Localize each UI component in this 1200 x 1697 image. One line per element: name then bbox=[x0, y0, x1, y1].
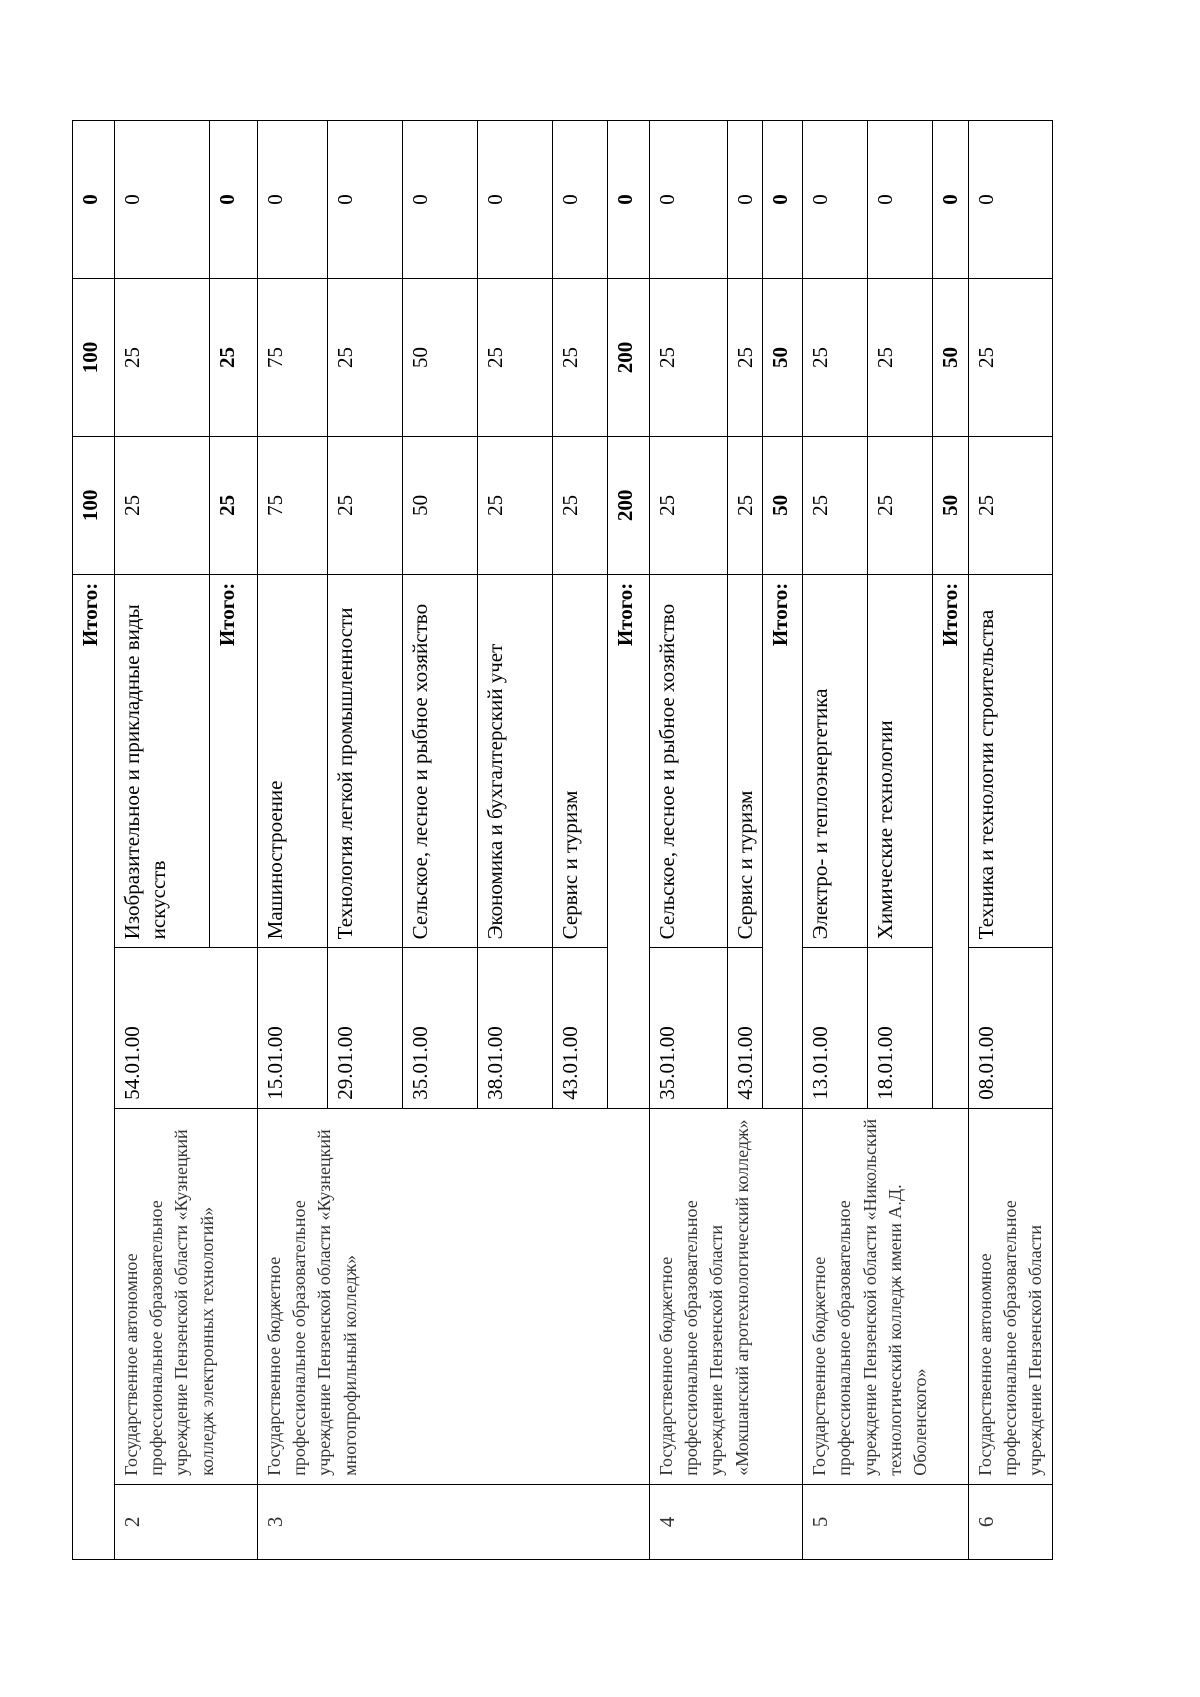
value-1: 25 bbox=[650, 436, 728, 574]
total-value-3: 0 bbox=[73, 121, 115, 279]
specialty-name: Машиностроение bbox=[258, 574, 328, 948]
specialty-code: 13.01.00 bbox=[803, 948, 868, 1108]
specialty-name: Технология легкой промышленности bbox=[328, 574, 403, 948]
total-value-3: 0 bbox=[608, 121, 650, 279]
value-1: 25 bbox=[728, 436, 763, 574]
value-3: 0 bbox=[968, 121, 1053, 279]
specialty-name: Изобразительное и прикладные виды искусств bbox=[115, 574, 210, 948]
value-2: 25 bbox=[868, 278, 933, 436]
specialty-name: Экономика и бухгалтерский учет bbox=[478, 574, 553, 948]
value-2: 75 bbox=[258, 278, 328, 436]
row-number: 3 bbox=[258, 1484, 650, 1559]
value-2: 50 bbox=[403, 278, 478, 436]
total-row bbox=[73, 121, 115, 1560]
specialty-code: 08.01.00 bbox=[968, 948, 1053, 1108]
value-3: 0 bbox=[115, 121, 210, 279]
rotated-table-wrapper bbox=[72, 120, 1082, 1560]
table-row bbox=[650, 121, 728, 1560]
value-1: 25 bbox=[868, 436, 933, 574]
table-row bbox=[258, 121, 328, 1560]
organization-name: Государственное автономное профессиональное образовательное учреждение Пензенской области bbox=[968, 1108, 1053, 1484]
specialty-code: 38.01.00 bbox=[478, 948, 553, 1108]
admission-plan-table bbox=[72, 120, 1053, 1560]
value-1: 50 bbox=[403, 436, 478, 574]
specialty-code: 18.01.00 bbox=[868, 948, 933, 1108]
total-value-1: 100 bbox=[73, 436, 115, 574]
organization-name: Государственное бюджетное профессиональное образовательное учреждение Пензенской области «Кузнецкий многопрофильный колледж» bbox=[258, 1108, 650, 1484]
organization-name: Государственное бюджетное профессиональное образовательное учреждение Пензенской области «Никольский технологический колледж имени А.Д. Оболенского» bbox=[803, 1108, 968, 1484]
value-3: 0 bbox=[553, 121, 608, 279]
value-3: 0 bbox=[258, 121, 328, 279]
value-1: 25 bbox=[478, 436, 553, 574]
value-2: 25 bbox=[650, 278, 728, 436]
value-1: 25 bbox=[968, 436, 1053, 574]
specialty-code: 35.01.00 bbox=[403, 948, 478, 1108]
total-label: Итого: bbox=[608, 574, 650, 1108]
value-3: 0 bbox=[650, 121, 728, 279]
total-value-1: 25 bbox=[210, 436, 258, 574]
value-1: 75 bbox=[258, 436, 328, 574]
value-2: 25 bbox=[728, 278, 763, 436]
total-label: Итого: bbox=[933, 574, 968, 1108]
value-1: 25 bbox=[553, 436, 608, 574]
row-number: 5 bbox=[803, 1484, 968, 1559]
value-2: 25 bbox=[115, 278, 210, 436]
total-value-2: 50 bbox=[763, 278, 803, 436]
total-value-3: 0 bbox=[933, 121, 968, 279]
specialty-name: Электро- и теплоэнергетика bbox=[803, 574, 868, 948]
specialty-name: Сельское, лесное и рыбное хозяйство bbox=[650, 574, 728, 948]
specialty-name: Сервис и туризм bbox=[553, 574, 608, 948]
value-1: 25 bbox=[803, 436, 868, 574]
total-value-3: 0 bbox=[210, 121, 258, 279]
specialty-code: 29.01.00 bbox=[328, 948, 403, 1108]
total-value-1: 50 bbox=[933, 436, 968, 574]
specialty-code: 35.01.00 bbox=[650, 948, 728, 1108]
organization-name: Государственное автономное профессиональное образовательное учреждение Пензенской области «Кузнецкий колледж электронных технологий» bbox=[115, 1108, 258, 1484]
value-3: 0 bbox=[728, 121, 763, 279]
specialty-name: Техника и технологии строительства bbox=[968, 574, 1053, 948]
total-value-2: 200 bbox=[608, 278, 650, 436]
value-1: 25 bbox=[328, 436, 403, 574]
specialty-code: 15.01.00 bbox=[258, 948, 328, 1108]
value-2: 25 bbox=[478, 278, 553, 436]
specialty-code: 43.01.00 bbox=[728, 948, 763, 1108]
organization-name: Государственное бюджетное профессиональное образовательное учреждение Пензенской области «Мокшанский агротехнологический колледж» bbox=[650, 1108, 803, 1484]
value-3: 0 bbox=[868, 121, 933, 279]
table-row bbox=[115, 121, 210, 1560]
value-3: 0 bbox=[803, 121, 868, 279]
value-1: 25 bbox=[115, 436, 210, 574]
total-value-3: 0 bbox=[763, 121, 803, 279]
table-row bbox=[803, 121, 868, 1560]
total-label: Итого: bbox=[73, 574, 115, 1559]
specialty-code: 43.01.00 bbox=[553, 948, 608, 1108]
specialty-name: Сервис и туризм bbox=[728, 574, 763, 948]
total-value-1: 200 bbox=[608, 436, 650, 574]
total-label: Итого: bbox=[210, 574, 258, 948]
total-value-2: 25 bbox=[210, 278, 258, 436]
value-3: 0 bbox=[478, 121, 553, 279]
specialty-name: Химические технологии bbox=[868, 574, 933, 948]
value-3: 0 bbox=[328, 121, 403, 279]
total-label: Итого: bbox=[763, 574, 803, 1108]
specialty-name: Сельское, лесное и рыбное хозяйство bbox=[403, 574, 478, 948]
row-number: 6 bbox=[968, 1484, 1053, 1559]
value-2: 25 bbox=[328, 278, 403, 436]
row-number: 2 bbox=[115, 1484, 258, 1559]
total-value-2: 100 bbox=[73, 278, 115, 436]
value-2: 25 bbox=[803, 278, 868, 436]
table-row bbox=[968, 121, 1053, 1560]
total-value-2: 50 bbox=[933, 278, 968, 436]
value-3: 0 bbox=[403, 121, 478, 279]
value-2: 25 bbox=[553, 278, 608, 436]
specialty-code: 54.01.00 bbox=[115, 948, 258, 1108]
total-value-1: 50 bbox=[763, 436, 803, 574]
row-number: 4 bbox=[650, 1484, 803, 1559]
value-2: 25 bbox=[968, 278, 1053, 436]
